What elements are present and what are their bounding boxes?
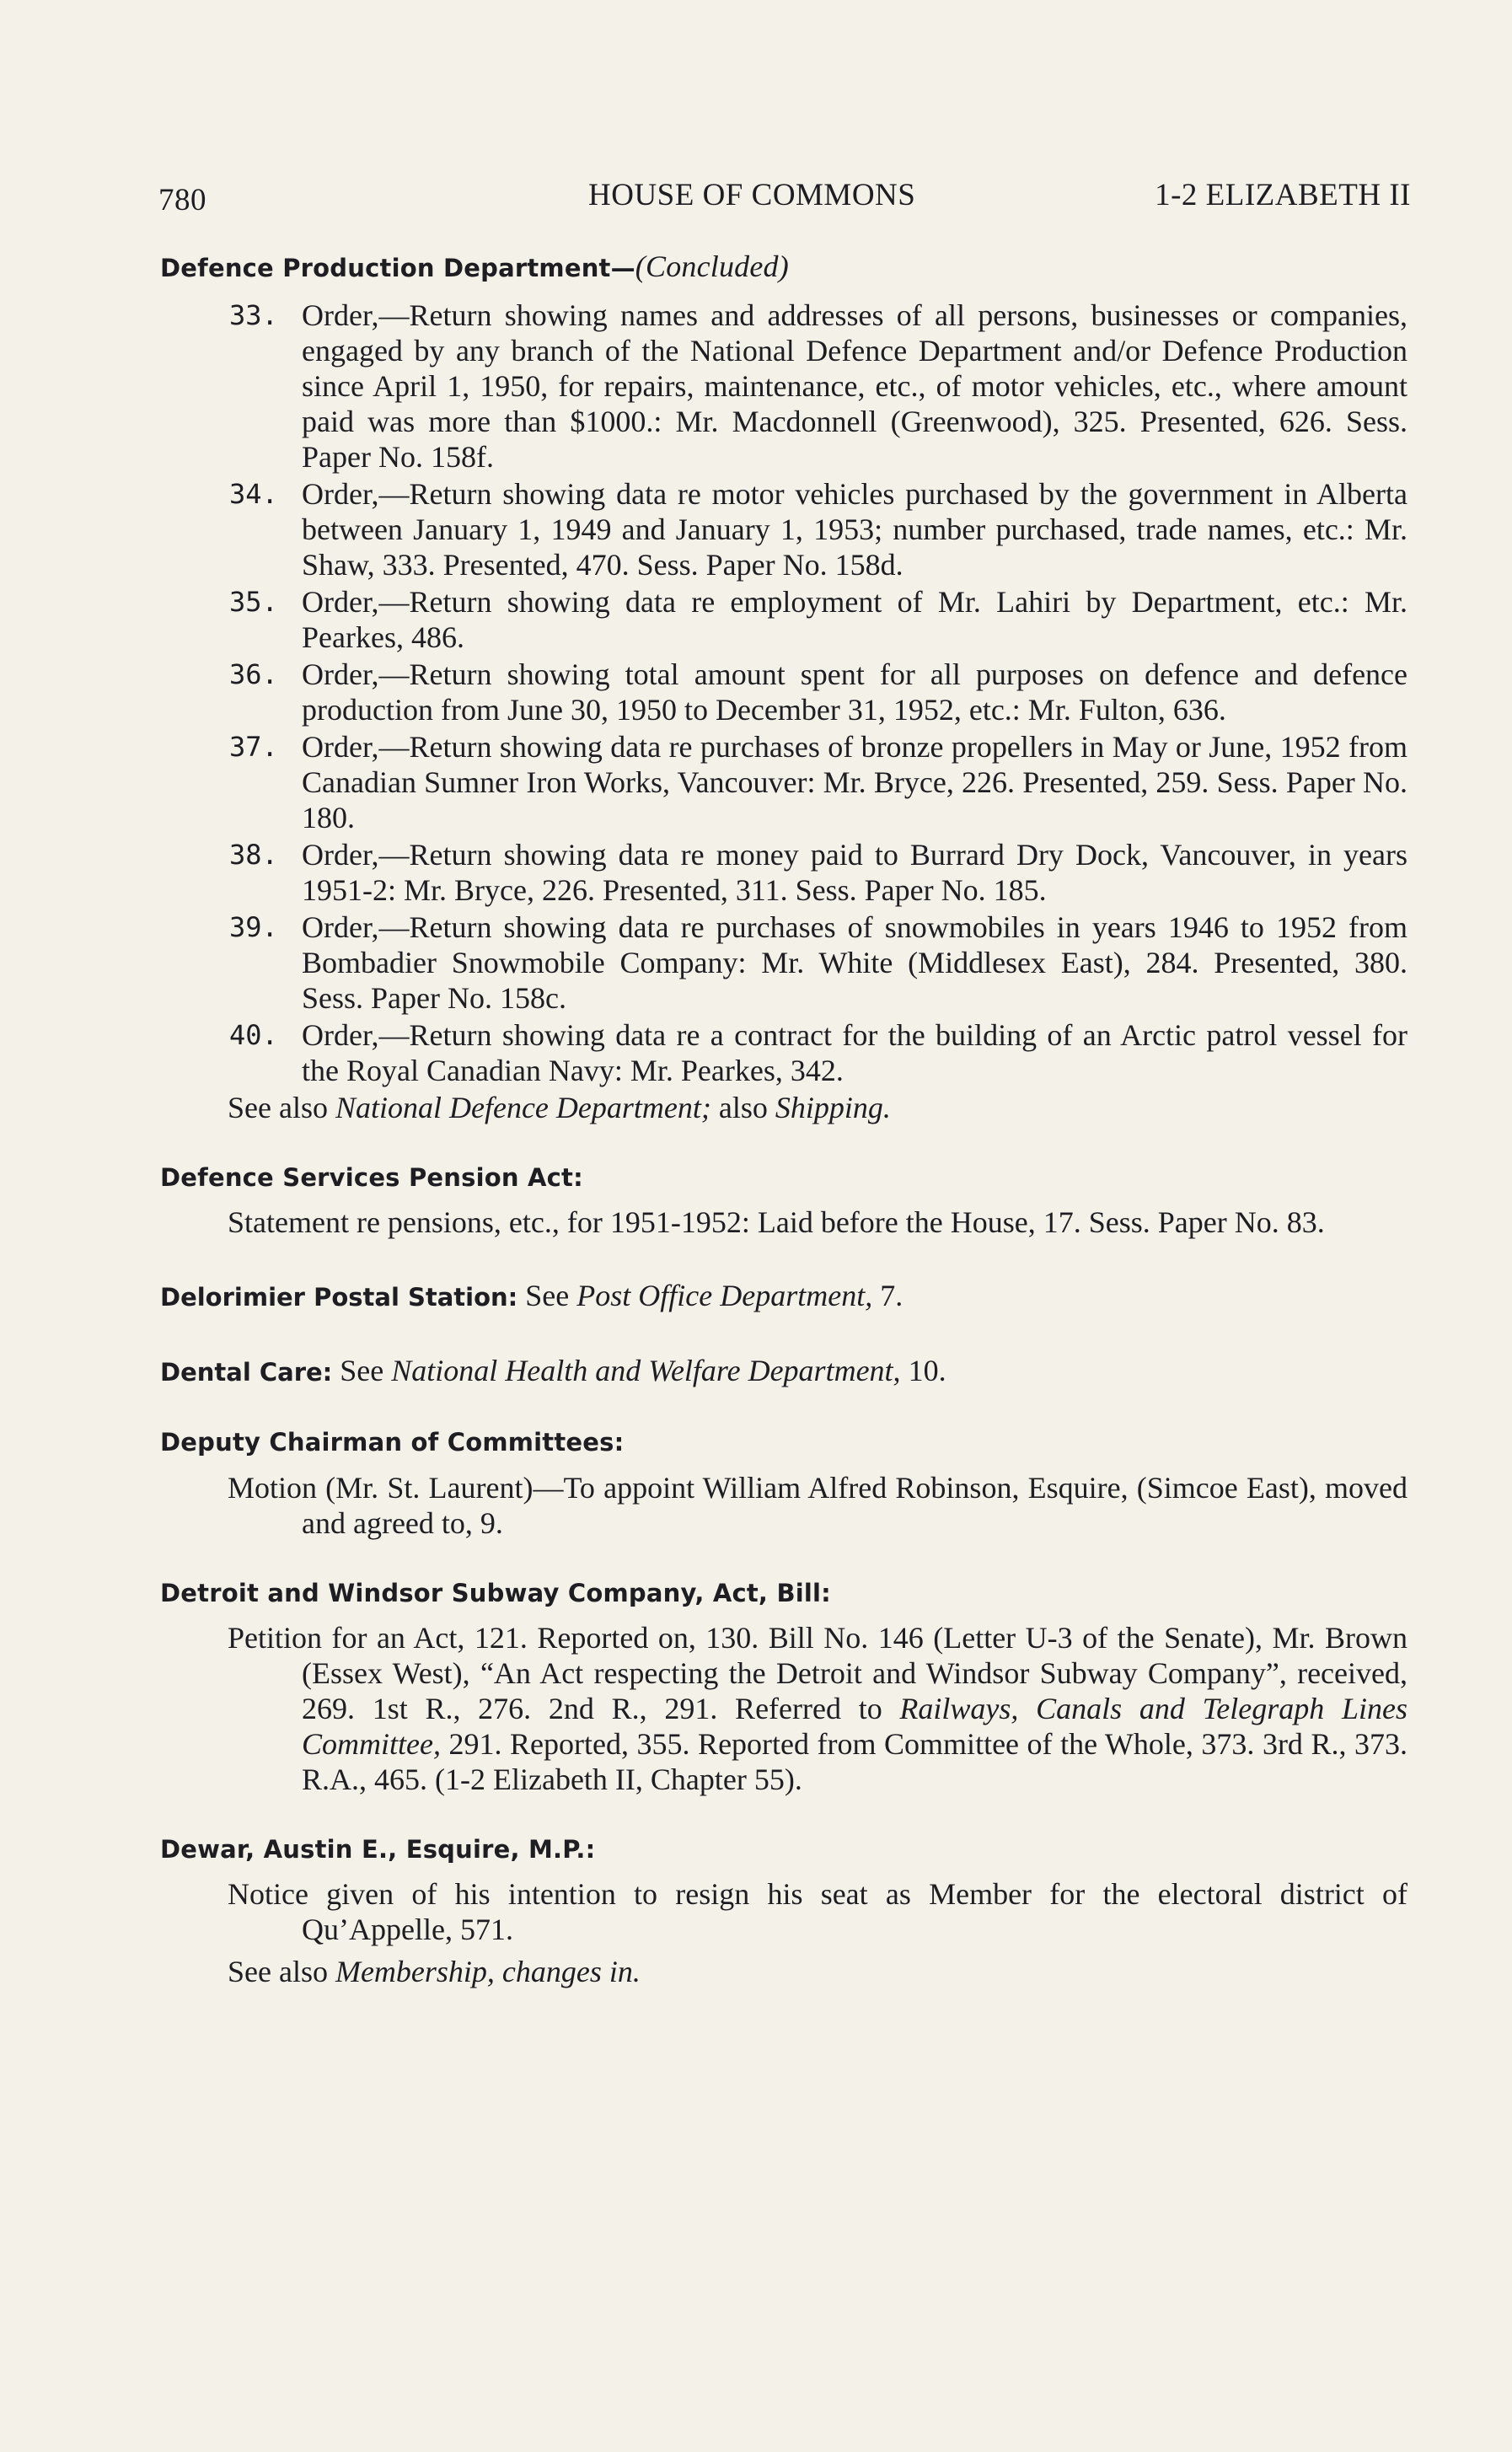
heading-continuation: (Concluded) bbox=[635, 249, 789, 283]
entry-text: Motion (Mr. St. Laurent)—To appoint William Alfred Robinson, Esquire, (Simcoe East), moved and agreed to, 9. bbox=[228, 1470, 1407, 1540]
section-defence-services-pension bbox=[160, 1162, 1407, 1240]
cross-reference: National Health and Welfare Department, bbox=[391, 1354, 901, 1388]
item-number: 35. bbox=[229, 586, 278, 618]
item-number: 38. bbox=[229, 839, 278, 871]
section-heading: Deputy Chairman of Committees: bbox=[160, 1428, 625, 1457]
document-page bbox=[158, 160, 1411, 2026]
item-text: Order,—Return showing data re money paid to Burrard Dry Dock, Vancouver, in years 1951-2: Mr. Bryce, 226. Presented, 311. Sess. Paper No. 185. bbox=[302, 838, 1407, 907]
cross-reference: Post Office Department, bbox=[576, 1279, 873, 1313]
list-item bbox=[160, 657, 1407, 727]
running-head bbox=[158, 160, 1411, 217]
regnal-years: 1-2 ELIZABETH II bbox=[1155, 178, 1411, 212]
item-number: 37. bbox=[229, 731, 278, 763]
list-item bbox=[160, 476, 1407, 582]
list-item bbox=[160, 837, 1407, 908]
section-detroit-windsor bbox=[160, 1578, 1407, 1797]
list-item bbox=[160, 729, 1407, 835]
item-text: Order,—Return showing names and addresses of all persons, businesses or companies, engaged by any branch of the National Defence Department and/or Defence Production since April 1, 1950, for repairs, maintenance, etc., of motor vehicles, etc., where amount paid was more than $1000.: Mr. Macdonnell (Greenwood), 325. Presented, 626. Sess. Paper No. 158f. bbox=[302, 298, 1407, 474]
item-number: 36. bbox=[229, 658, 278, 690]
section-defence-production bbox=[160, 248, 1407, 1125]
section-heading: Delorimier Postal Station: bbox=[160, 1283, 518, 1312]
page-title: HOUSE OF COMMONS bbox=[588, 178, 916, 212]
see-word: See bbox=[517, 1279, 577, 1313]
section-dental-care bbox=[160, 1352, 1407, 1390]
see-also-ref: National Defence Department; bbox=[335, 1091, 711, 1124]
see-also-ref: Shipping. bbox=[775, 1091, 891, 1124]
section-heading: Detroit and Windsor Subway Company, Act, Bill: bbox=[160, 1578, 831, 1607]
heading-text: Defence Production Department— bbox=[160, 254, 635, 282]
see-also bbox=[160, 1090, 1407, 1125]
entry-text-part: 291. Reported, 355. Reported from Committee of the Whole, 373. 3rd R., 373. R.A., 465. (1-2 Elizabeth II, Chapter 55). bbox=[302, 1726, 1407, 1796]
see-also-prefix: See also bbox=[228, 1091, 335, 1124]
cross-reference: Railways, Canals and Telegraph Lines Committee, bbox=[302, 1691, 1408, 1761]
list-item bbox=[160, 1017, 1407, 1088]
see-also-mid: also bbox=[710, 1091, 775, 1124]
entry-list bbox=[160, 298, 1407, 1088]
see-word: See bbox=[332, 1354, 392, 1388]
item-text: Order,—Return showing data re purchases of bronze propellers in May or June, 1952 from Canadian Sumner Iron Works, Vancouver: Mr. Bryce, 226. Presented, 259. Sess. Paper No. 180. bbox=[302, 730, 1407, 834]
item-text: Order,—Return showing data re purchases of snowmobiles in years 1946 to 1952 from Bombadier Snowmobile Company: Mr. White (Middlesex East), 284. Presented, 380. Sess. Paper No. 158c. bbox=[302, 910, 1407, 1015]
item-number: 40. bbox=[229, 1019, 278, 1051]
item-text: Order,—Return showing total amount spent for all purposes on defence and defence production from June 30, 1950 to December 31, 1952, etc.: Mr. Fulton, 636. bbox=[302, 657, 1407, 727]
section-heading: Dental Care: bbox=[160, 1358, 333, 1387]
section-heading: Dewar, Austin E., Esquire, M.P.: bbox=[160, 1834, 596, 1864]
list-item bbox=[160, 298, 1407, 475]
entry-text: Notice given of his intention to resign his seat as Member for the electoral district of Qu’Appelle, 571. bbox=[228, 1877, 1407, 1946]
see-also bbox=[160, 1954, 1407, 1989]
section-deputy-chairman bbox=[160, 1427, 1407, 1540]
entry-text: Statement re pensions, etc., for 1951-1952: Laid before the House, 17. Sess. Paper No. 83. bbox=[228, 1205, 1325, 1240]
item-number: 34. bbox=[229, 478, 278, 510]
page-number: 780 bbox=[158, 183, 206, 217]
section-heading bbox=[160, 248, 1407, 286]
page-ref: 10. bbox=[900, 1354, 946, 1388]
page-ref: 7. bbox=[872, 1279, 903, 1313]
section-heading: Defence Services Pension Act: bbox=[160, 1163, 583, 1192]
see-also-ref: Membership, changes in. bbox=[335, 1955, 641, 1988]
list-item bbox=[160, 909, 1407, 1016]
item-number: 33. bbox=[229, 299, 278, 331]
see-also-prefix: See also bbox=[228, 1955, 335, 1988]
entry-text bbox=[160, 1620, 1407, 1797]
entry-text-part: Petition for an Act, 121. Reported on, 130. Bill No. 146 (Letter U-3 of the Senate), Mr. Brown (Essex West), “An Act respecting the Detroit and Windsor Subway Company”, received, 269. 1st R., 276. 2nd R., 291. Referred to bbox=[228, 1620, 1407, 1725]
item-text: Order,—Return showing data re employment of Mr. Lahiri by Department, etc.: Mr. Pearkes, 486. bbox=[302, 585, 1407, 654]
section-dewar bbox=[160, 1834, 1407, 1989]
item-text: Order,—Return showing data re a contract for the building of an Arctic patrol vessel for the Royal Canadian Navy: Mr. Pearkes, 342. bbox=[302, 1018, 1407, 1087]
item-text: Order,—Return showing data re motor vehicles purchased by the government in Alberta between January 1, 1949 and January 1, 1953; number purchased, trade names, etc.: Mr. Shaw, 333. Presented, 470. Sess. Paper No. 158d. bbox=[302, 477, 1407, 582]
item-number: 39. bbox=[229, 911, 278, 943]
section-delorimier bbox=[160, 1277, 1407, 1315]
list-item bbox=[160, 584, 1407, 655]
